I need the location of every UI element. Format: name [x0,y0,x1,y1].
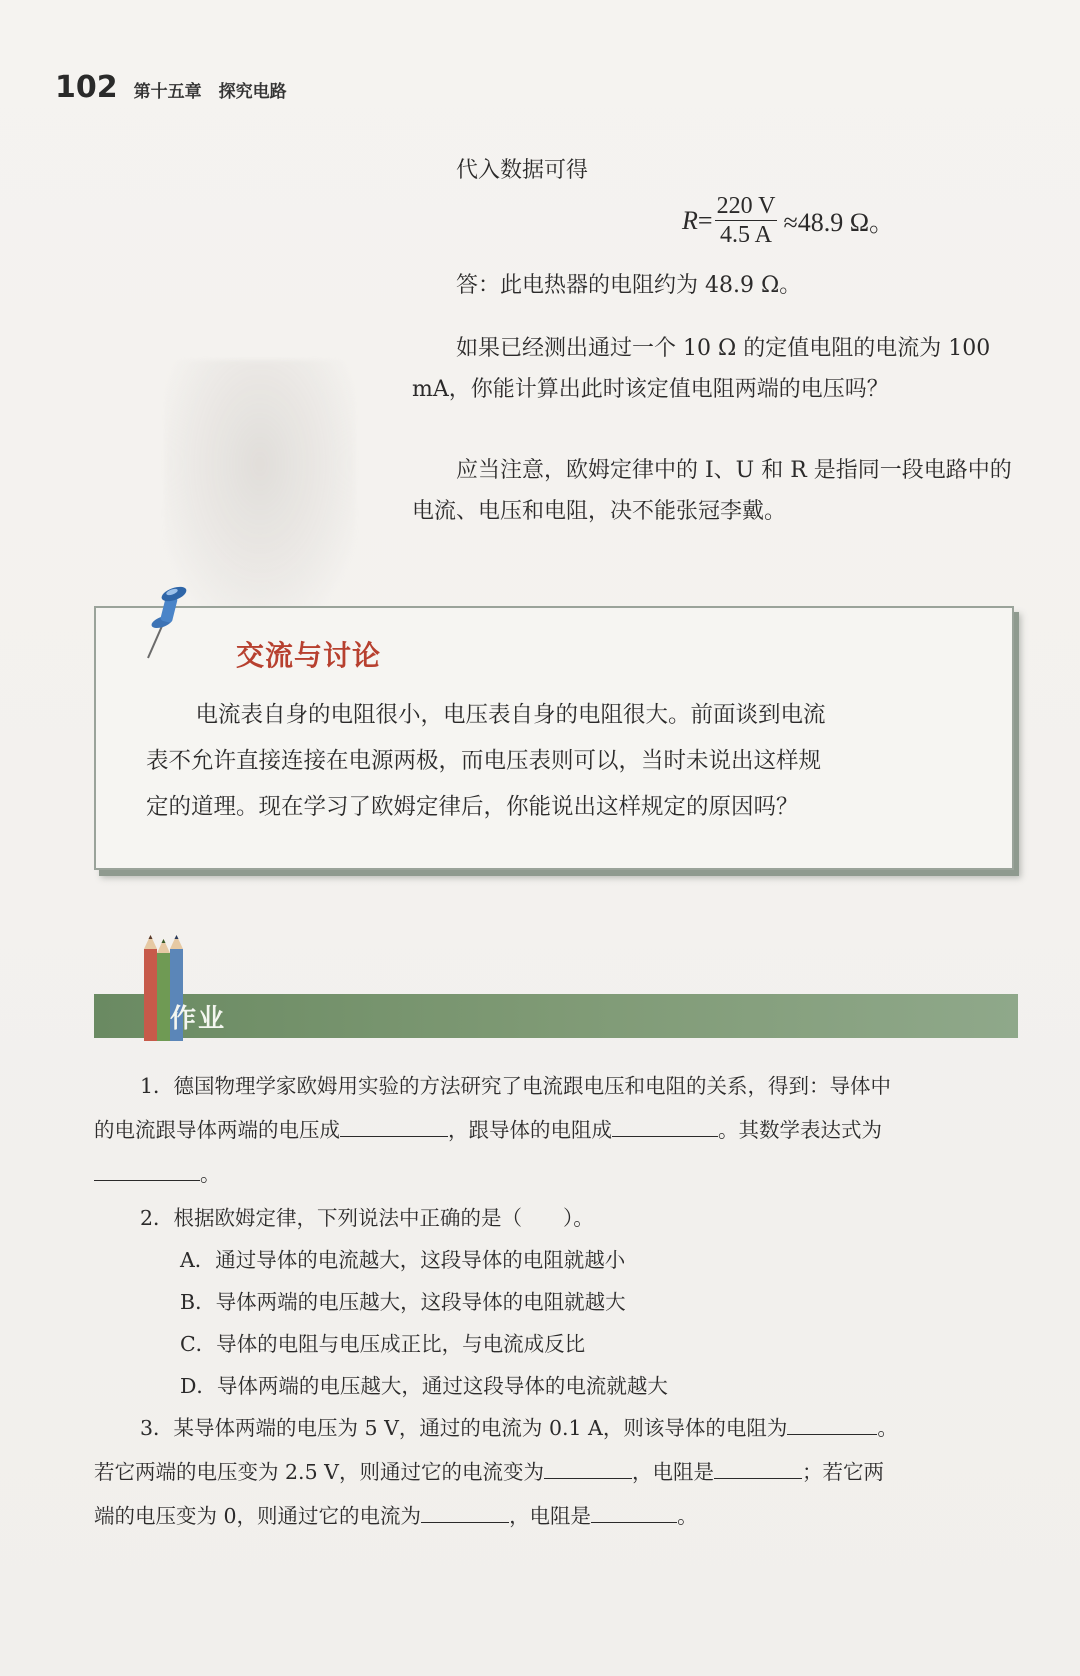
formula-numerator: 220 V [716,193,776,219]
formula-equals: = [697,205,713,235]
formula-fraction [715,192,778,249]
q3-end-3: 。 [677,1504,698,1528]
q3-text-a: 3．某导体两端的电压为 5 V，通过的电流为 0.1 A，则该导体的电阻为 [140,1416,788,1440]
q3-text-b: 若它两端的电压变为 2.5 V，则通过它的电流变为 [94,1460,544,1484]
discussion-line: 定的道理。现在学习了欧姆定律后，你能说出这样规定的原因吗？ [146,794,799,820]
q2-option-a: A．通过导体的电流越大，这段导体的电阻就越小 [180,1248,626,1272]
discussion-title: 交流与讨论 [236,639,382,672]
q3-end-1: 。 [877,1416,898,1440]
q3-line-2 [94,1450,884,1494]
answer-blank[interactable] [94,1162,200,1181]
calc-intro-text: 代入数据可得 [456,158,589,183]
q1-line-1: 1．德国物理学家欧姆用实验的方法研究了电流跟电压和电阻的关系，得到：导体中 [140,1074,892,1098]
q3-text-e: 端的电压变为 0，则通过它的电流为 [94,1504,422,1528]
paragraph-text: 如果已经测出通过一个 10 Ω 的定值电阻的电流为 100 mA，你能计算出此时该定值电阻两端的电压吗？ [412,336,991,402]
q1-end: 。 [200,1162,221,1186]
homework-title: 作业 [170,1004,227,1034]
answer-text: 答：此电热器的电阻约为 48.9 Ω。 [456,273,802,298]
q1-text-b: ，跟导体的电阻成 [448,1118,612,1142]
formula-denominator: 4.5 A [720,222,773,248]
homework-banner [94,994,1018,1038]
formula-variable: R [682,205,698,235]
q1-line-3 [94,1152,221,1196]
resistance-formula [682,192,895,249]
q3-text-f: ，电阻是 [509,1504,592,1528]
q3-line-1 [140,1406,898,1450]
discussion-line: 表不允许直接连接在电源两极，而电压表则可以，当时未说出这样规 [146,748,822,774]
faded-portrait-image [165,360,355,620]
discussion-text [146,692,968,830]
body-paragraph-1 [412,328,1018,410]
q2-option-d: D．导体两端的电压越大，通过这段导体的电流就越大 [180,1374,668,1398]
pushpin-icon [138,582,198,662]
q1-text-a: 的电流跟导体两端的电压成 [94,1118,340,1142]
q1-line-2 [94,1108,882,1152]
q2-option-c: C．导体的电阻与电压成正比，与电流成反比 [180,1332,586,1356]
q3-text-c: ，电阻是 [631,1460,714,1484]
answer-blank[interactable] [787,1416,877,1435]
answer-block [412,265,1018,306]
chapter-title: 第十五章 探究电路 [133,82,287,102]
answer-blank[interactable] [714,1460,802,1479]
q2-option-b: B．导体两端的电压越大，这段导体的电阻就越大 [180,1290,626,1314]
q3-text-d: ；若它两 [801,1460,884,1484]
answer-blank[interactable] [591,1504,677,1523]
calc-intro [412,150,1018,191]
discussion-line: 电流表自身的电阻很小，电压表自身的电阻很大。前面谈到电流 [195,702,826,728]
q2-stem: 2．根据欧姆定律，下列说法中正确的是（ ）。 [140,1206,594,1230]
q1-text-c: 。其数学表达式为 [718,1118,882,1142]
q3-line-3 [94,1494,698,1538]
answer-blank[interactable] [340,1118,448,1137]
answer-blank[interactable] [544,1460,632,1479]
answer-blank[interactable] [612,1118,718,1137]
formula-result: ≈48.9 Ω。 [783,208,896,237]
paragraph-text: 应当注意，欧姆定律中的 I、U 和 R 是指同一段电路中的电流、电压和电阻，决不能张冠李戴。 [412,458,1012,524]
page-header [55,70,287,105]
body-paragraph-2 [412,450,1018,532]
page-number: 102 [55,70,118,105]
answer-blank[interactable] [421,1504,509,1523]
